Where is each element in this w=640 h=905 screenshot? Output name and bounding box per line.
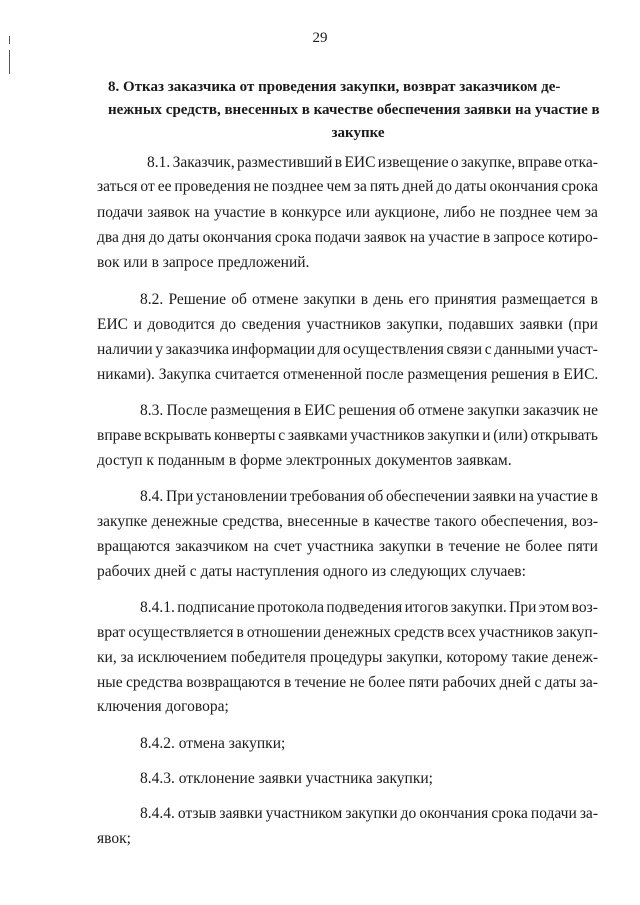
- heading-line: 8. Отказ заказчика от проведения закупки, возврат заказчиком де-: [108, 79, 561, 95]
- text-line: 8.4.1. подписание протокола подведения итогов закупки. При этом воз-: [140, 599, 598, 616]
- page-number: 29: [312, 30, 328, 46]
- text-line: 8.4.2. отмена закупки;: [140, 735, 286, 752]
- heading-line: закупке: [331, 125, 385, 141]
- text-line: 8.3. После размещения в ЕИС решения об отмене закупки заказчик не: [140, 402, 598, 419]
- text-line: подачи заявок на участие в конкурсе или аукционе, либо не позднее чем за: [97, 204, 598, 221]
- text-line: никами). Закупка считается отмененной после размещения решения в ЕИС.: [97, 366, 599, 383]
- text-line: 8.4. При установлении требования об обеспечении заявки на участие в: [140, 488, 598, 505]
- text-line: ЕИС и доводится до сведения участников закупки, подавших заявки (при: [97, 316, 598, 333]
- text-line: 8.4.4. отзыв заявки участником закупки до окончания срока подачи за-: [140, 805, 598, 822]
- text-line: два дня до даты окончания срока подачи заявок на участие в запросе котиро-: [97, 229, 598, 246]
- text-line: доступ к поданным в форме электронных документов заявкам.: [97, 452, 512, 469]
- text-line: ключения договора;: [97, 698, 229, 715]
- text-line: ки, за исключением победителя процедуры закупки, которому такие денеж-: [97, 649, 598, 666]
- section-heading: [108, 76, 608, 145]
- text-line: наличии у заказчика информации для осуществления связи с данными участ-: [97, 341, 598, 358]
- text-line: ные средства возвращаются в течение не более пяти рабочих дней с даты за-: [97, 674, 598, 691]
- heading-line: нежных средств, внесенных в качестве обеспечения заявки на участие в: [108, 102, 600, 118]
- text-line: вок или в запросе предложений.: [97, 254, 310, 271]
- text-line: 8.2. Решение об отмене закупки в день его принятия размещается в: [140, 291, 598, 308]
- text-line: явок;: [97, 830, 131, 847]
- text-line: рабочих дней с даты наступления одного из следующих случаев:: [97, 563, 526, 580]
- text-line: вращаются заказчиком на счет участника закупки в течение не более пяти: [97, 538, 598, 555]
- text-line: закупке денежные средства, внесенные в качестве такого обеспечения, воз-: [97, 513, 598, 530]
- text-line: 8.4.3. отклонение заявки участника закупки;: [140, 770, 433, 787]
- text-line: 8.1. Заказчик, разместивший в ЕИС извещение о закупке, вправе отка-: [147, 154, 598, 171]
- text-line: заться от ее проведения не позднее чем за пять дней до даты окончания срока: [97, 178, 598, 195]
- text-line: вправе вскрывать конверты с заявками участников закупки и (или) открывать: [97, 427, 598, 444]
- text-line: врат осуществляется в отношении денежных средств всех участников закуп-: [97, 624, 598, 641]
